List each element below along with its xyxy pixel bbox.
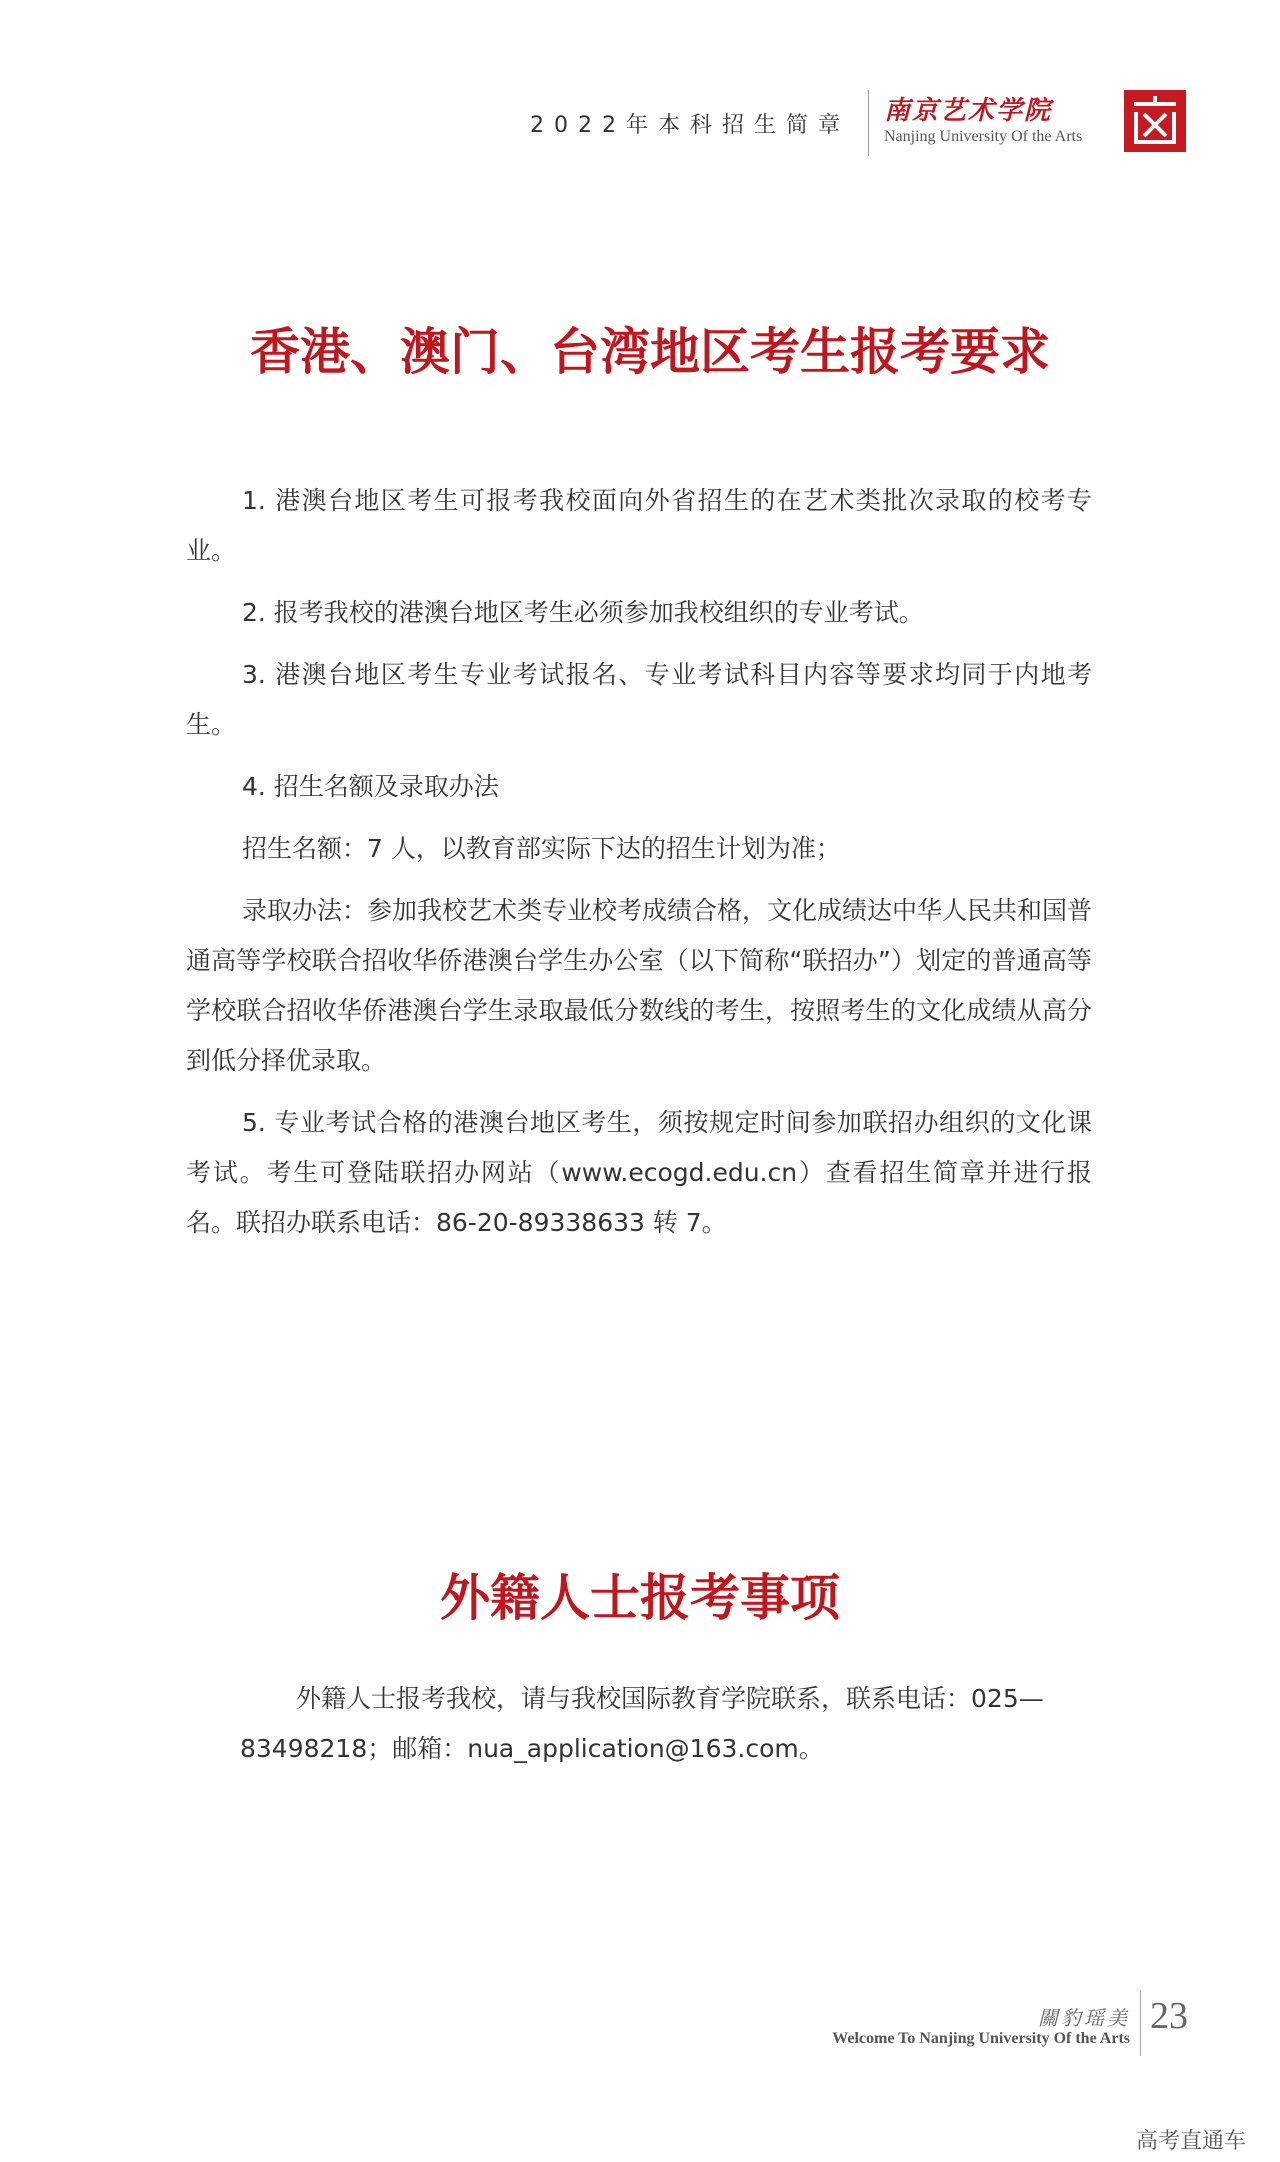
- foreign-paragraph: 外籍人士报考我校，请与我校国际教育学院联系，联系电话：025—83498218；邮箱：nua_application@163.com。: [240, 1684, 1044, 1763]
- hmt-paragraph-3: 3. 港澳台地区考生专业考试报名、专业考试科目内容等要求均同于内地考生。: [186, 660, 1092, 739]
- school-seal-logo-icon: [1124, 90, 1186, 152]
- school-name-en: Nanjing University Of the Arts: [884, 128, 1083, 145]
- hmt-requirements: [186, 476, 1092, 1260]
- header-divider: [868, 90, 869, 156]
- brochure-title: 2022年本科招生简章: [530, 113, 850, 138]
- hmt-paragraph-5: 5. 专业考试合格的港澳台地区考生，须按规定时间参加联招办组织的文化课考试。考生可登陆联招办网站（www.ecogd.edu.cn）查看招生简章并进行报名。联招办联系电话：86-20-89338633 转 7。: [186, 1108, 1092, 1237]
- footer-slogan-en: Welcome To Nanjing University Of the Arts: [832, 2030, 1130, 2047]
- hmt-paragraph-2: 2. 报考我校的港澳台地区考生必须参加我校组织的专业考试。: [242, 598, 924, 627]
- hmt-quota: 招生名额：7 人，以教育部实际下达的招生计划为准；: [242, 834, 841, 863]
- hmt-paragraph-1: 1. 港澳台地区考生可报考我校面向外省招生的在艺术类批次录取的校考专业。: [186, 486, 1092, 565]
- hmt-admission-method: 录取办法：参加我校艺术类专业校考成绩合格，文化成绩达中华人民共和国普通高等学校联合招收华侨港澳台学生办公室（以下简称“联招办”）划定的普通高等学校联合招收华侨港澳台学生录取最低分数线的考生，按照考生的文化成绩从高分到低分择优录取。: [186, 896, 1093, 1075]
- section-title-hmt: 香港、澳门、台湾地区考生报考要求: [250, 322, 1050, 381]
- foreign-applicants: [240, 1674, 1090, 1774]
- watermark: 高考直通车: [1135, 2129, 1246, 2154]
- page-number: 23: [1150, 1995, 1188, 2037]
- hmt-paragraph-4: 4. 招生名额及录取办法: [242, 772, 499, 801]
- section-title-foreign: 外籍人士报考事项: [440, 1568, 840, 1627]
- school-name-cn: 南京艺术学院: [884, 96, 1053, 126]
- footer-slogan-cn: 關豹瑶美: [1038, 2006, 1130, 2030]
- page-header: [0, 90, 1280, 170]
- footer-divider: [1140, 1990, 1141, 2056]
